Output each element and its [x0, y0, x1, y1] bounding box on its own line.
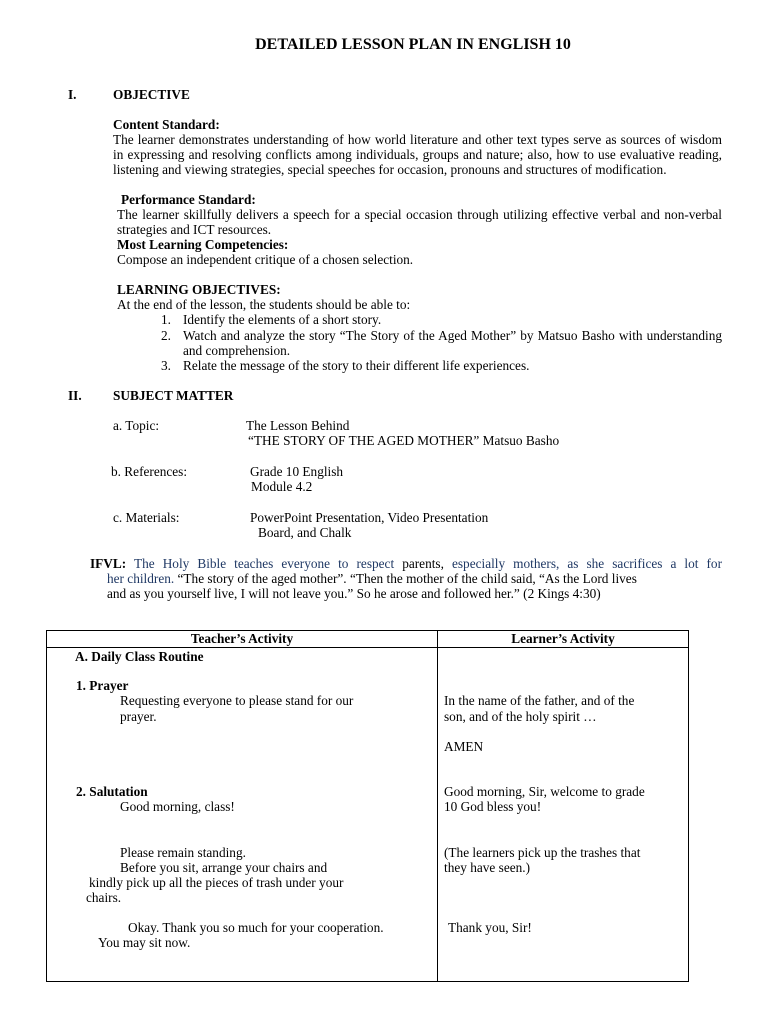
section-number-subject: II.: [68, 388, 82, 403]
ifvl-label: IFVL:: [90, 556, 127, 571]
objective-item-number: 2.: [161, 328, 171, 343]
materials-label: c. Materials:: [113, 510, 180, 525]
table-row: [47, 648, 689, 982]
ifvl-text: parents,: [402, 556, 444, 571]
topic-line: “THE STORY OF THE AGED MOTHER” Matsuo Basho: [248, 433, 560, 448]
learner-line: Good morning, Sir, welcome to grade: [444, 784, 645, 799]
objective-item-text: Identify the elements of a short story.: [183, 312, 382, 327]
topic-line: The Lesson Behind: [246, 418, 350, 433]
references-line: Module 4.2: [251, 479, 313, 494]
learner-activity-cell: [438, 648, 689, 982]
activity-table: [46, 630, 689, 982]
objective-item-text: Relate the message of the story to their different life experiences.: [183, 358, 530, 373]
teacher-line: You may sit now.: [98, 935, 191, 950]
competencies-label: Most Learning Competencies:: [117, 237, 289, 252]
ifvl-line-1: [90, 556, 722, 571]
learner-line: 10 God bless you!: [444, 799, 542, 814]
objective-item-text: Watch and analyze the story “The Story of the Aged Mother” by Matsuo Basho with understanding and comprehension.: [183, 328, 722, 358]
ifvl-line-3: and as you yourself live, I will not leave you.” So he arose and followed her.” (2 Kings 4:30): [107, 586, 601, 601]
teacher-activity-cell: [47, 648, 438, 982]
learning-objectives-label: LEARNING OBJECTIVES:: [117, 282, 281, 297]
teacher-line: Before you sit, arrange your chairs and: [120, 860, 328, 875]
references-line: Grade 10 English: [250, 464, 344, 479]
learning-objectives-intro: At the end of the lesson, the students should be able to:: [117, 297, 411, 312]
materials-line: Board, and Chalk: [258, 525, 352, 540]
materials-line: PowerPoint Presentation, Video Presentation: [250, 510, 489, 525]
prayer-heading: 1. Prayer: [76, 678, 129, 693]
learner-line: they have seen.): [444, 860, 531, 875]
ifvl-text: “The story of the aged mother”. “Then the mother of the child said, “As the Lord lives: [177, 571, 637, 586]
ifvl-text: especially mothers, as she sacrifices a lot for: [451, 556, 722, 571]
competencies-text: Compose an independent critique of a chosen selection.: [117, 252, 414, 267]
content-standard-label: Content Standard:: [113, 117, 220, 132]
performance-standard-label: Performance Standard:: [121, 192, 256, 207]
teacher-line: kindly pick up all the pieces of trash under your: [89, 875, 344, 890]
section-number-objective: I.: [68, 87, 77, 102]
learner-line: (The learners pick up the trashes that: [444, 845, 641, 860]
performance-standard-text: The learner skillfully delivers a speech for a special occasion through utilizing effective verbal and non-verbal strategies and ICT resources.: [117, 207, 722, 237]
teacher-line: chairs.: [86, 890, 122, 905]
objective-item-number: 1.: [161, 312, 171, 327]
section-heading-subject: SUBJECT MATTER: [113, 388, 234, 403]
table-header-row: [47, 631, 689, 648]
salutation-heading: 2. Salutation: [76, 784, 148, 799]
objective-item-number: 3.: [161, 358, 171, 373]
page-title: DETAILED LESSON PLAN IN ENGLISH 10: [255, 36, 571, 53]
learner-line: son, and of the holy spirit …: [444, 709, 597, 724]
learner-line: AMEN: [444, 739, 484, 754]
learner-line: Thank you, Sir!: [448, 920, 532, 935]
content-standard-text: The learner demonstrates understanding of how world literature and other text types serve as sources of wisdom in expressing and resolving conflicts among individuals, groups and nature; also, how to use evaluative reading, listening and viewing strategies, special speeches for occasion, pronouns and structures of modification.: [113, 132, 722, 177]
teacher-line: Please remain standing.: [120, 845, 246, 860]
teacher-line: Okay. Thank you so much for your cooperation.: [128, 920, 384, 935]
references-label: b. References:: [111, 464, 188, 479]
ifvl-text: her children.: [107, 571, 175, 586]
teacher-line: Good morning, class!: [120, 799, 235, 814]
teacher-line: Requesting everyone to please stand for our: [120, 693, 354, 708]
ifvl-text: The Holy Bible teaches everyone to respect: [134, 556, 395, 571]
daily-routine-heading: A. Daily Class Routine: [75, 649, 204, 664]
teacher-activity-header: Teacher’s Activity: [47, 631, 438, 648]
learner-line: In the name of the father, and of the: [444, 693, 635, 708]
ifvl-line-2: [107, 571, 637, 586]
topic-label: a. Topic:: [113, 418, 160, 433]
learner-activity-header: Learner’s Activity: [438, 631, 689, 648]
teacher-line: prayer.: [120, 709, 157, 724]
section-heading-objective: OBJECTIVE: [113, 87, 190, 102]
